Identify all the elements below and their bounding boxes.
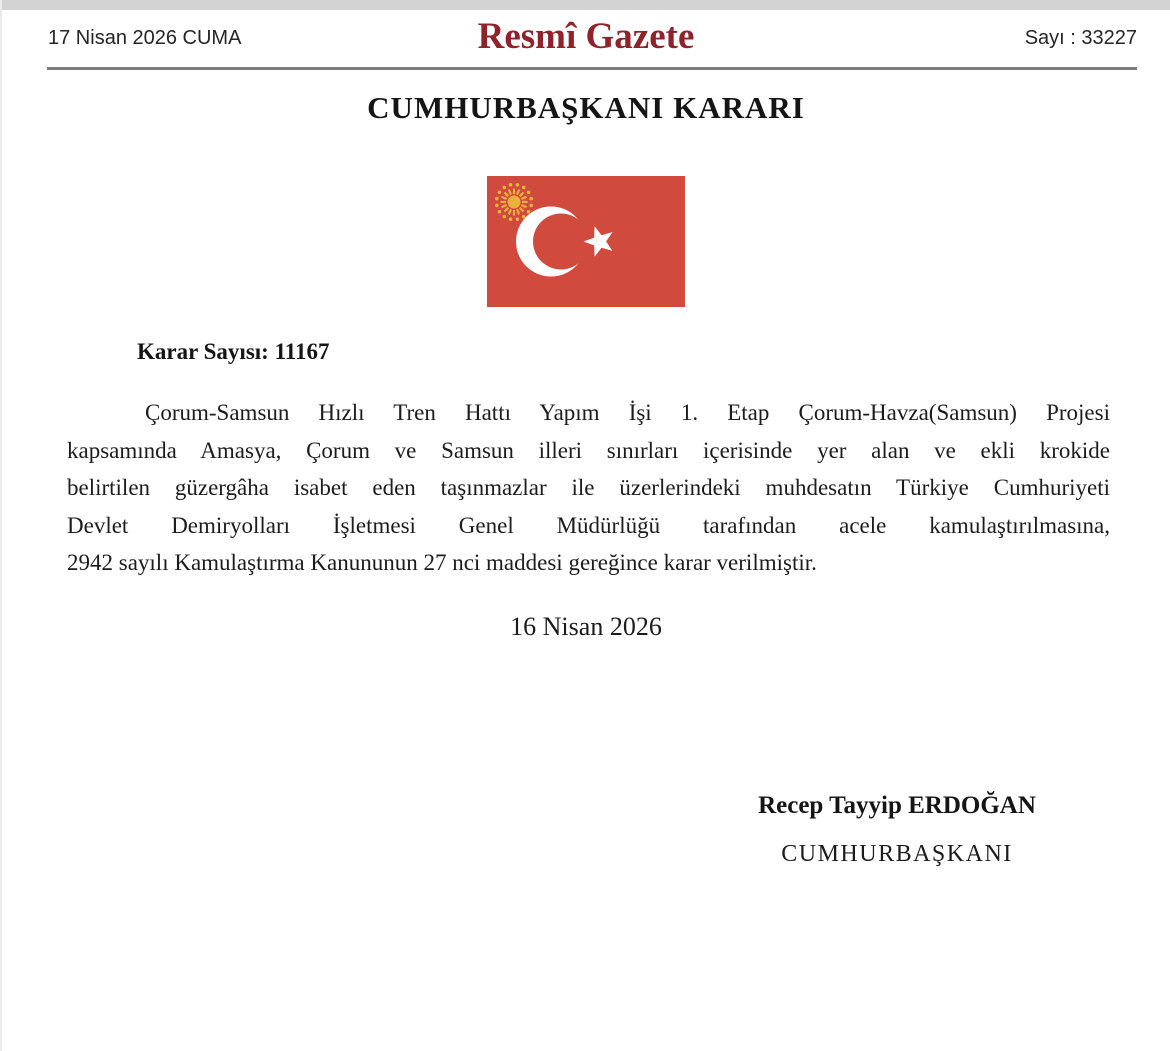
decree-body-line: Devlet Demiryolları İşletmesi Genel Müdürlüğü tarafından acele kamulaştırılmasına, [67, 512, 1110, 538]
decree-heading: CUMHURBAŞKANI KARARI [367, 90, 805, 125]
decree-body [67, 394, 1110, 582]
masthead-rule [47, 67, 1137, 70]
presidential-seal-sun-core [508, 196, 521, 209]
signer-title: CUMHURBAŞKANI [781, 840, 1013, 867]
decree-body-line: kapsamında Amasya, Çorum ve Samsun illeri sınırları içerisinde yer alan ve ekli krokide [67, 437, 1110, 463]
crescent-inner [533, 214, 589, 270]
decree-body-line: Çorum-Samsun Hızlı Tren Hattı Yapım İşi 1. Etap Çorum-Havza(Samsun) Projesi [145, 400, 1110, 425]
signature-block [672, 792, 1122, 868]
decree-body-line: 2942 sayılı Kamulaştırma Kanununun 27 nci maddesi gereğince karar verilmiştir. [67, 550, 817, 575]
flag-container [2, 176, 1170, 307]
decision-date: 16 Nisan 2026 [510, 611, 662, 641]
decision-number: Karar Sayısı: 11167 [137, 339, 330, 364]
turkish-presidential-flag-image [487, 176, 685, 307]
page-top-edge [2, 0, 1170, 10]
decree-body-line: belirtilen güzergâha isabet eden taşınmazlar ile üzerlerindeki muhdesatın Türkiye Cumhuriyeti [67, 475, 1110, 500]
signer-name: Recep Tayyip ERDOĞAN [758, 791, 1036, 819]
masthead-title: Resmî Gazete [477, 16, 695, 57]
masthead [2, 10, 1170, 67]
masthead-issue-number: Sayı : 33227 [1024, 27, 1137, 49]
masthead-date: 17 Nisan 2026 CUMA [48, 27, 242, 49]
